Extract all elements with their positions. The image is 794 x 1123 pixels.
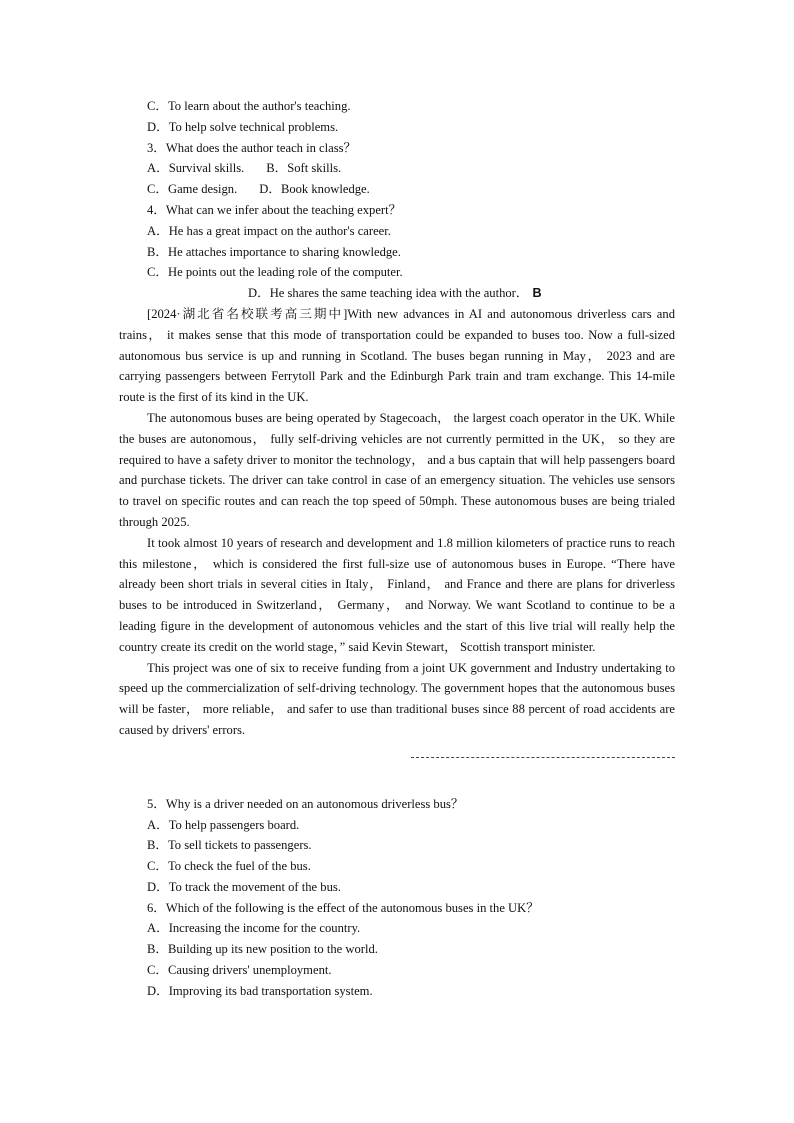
q3-options-row-2	[119, 179, 675, 200]
q2-option-d: D．To help solve technical problems.	[147, 119, 339, 134]
q4-option-d-row	[119, 283, 675, 304]
q4-answer: B	[532, 286, 542, 301]
q3-options-row-1	[119, 158, 675, 179]
q5-option-a: A．To help passengers board.	[147, 817, 300, 832]
q5-option-b: B．To sell tickets to passengers.	[147, 838, 312, 853]
passage-paragraph-4: This project was one of six to receive funding from a joint UK government and Industry undertaking to speed up the commercialization of self-driving technology. The government hopes that the autonomous buses will be faster， more reliable， and safer to use than traditional buses since 88 percent of road accidents are caused by drivers' errors.	[119, 660, 675, 737]
q4-stem: 4．What can we infer about the teaching expert？	[147, 202, 402, 217]
passage-paragraph-2: The autonomous buses are being operated by Stagecoach， the largest coach operator in the UK. While the buses are autonomous， fully self-driving vehicles are not currently permitted in the UK， so they are required to have a safety driver to monitor the technology， and a bus captain that will help passengers board and purchase tickets. The driver can take control in case of an emergency situation. The vehicles use sensors to travel on specific routes and can reach the top speed of 50mph. These autonomous buses are being trialed through 2025.	[119, 410, 675, 529]
q5-option-d: D．To track the movement of the bus.	[147, 879, 341, 894]
q3-option-b: B．Soft skills.	[266, 161, 342, 176]
q5-option-c: C．To check the fuel of the bus.	[147, 859, 311, 874]
q5-stem: 5．Why is a driver needed on an autonomous driverless bus？	[147, 796, 464, 811]
q2-option-c: C．To learn about the author's teaching.	[147, 99, 351, 113]
q6-option-a: A．Increasing the income for the country.	[147, 921, 361, 936]
q6-option-b: B．Building up its new position to the world.	[147, 942, 378, 957]
q3-option-d: D．Book knowledge.	[259, 182, 370, 197]
q6-option-d: D．Improving its bad transportation system.	[147, 983, 373, 998]
q4-option-d: D．He shares the same teaching idea with the author．	[248, 286, 529, 301]
q6-stem: 6．Which of the following is the effect of the autonomous buses in the UK？	[147, 900, 539, 915]
passage-paragraph-3: It took almost 10 years of research and development and 1.8 million kilometers of practice runs to reach this milestone， which is considered the first full-size use of autonomous buses in Europe. “There have already been short trials in several cities in Italy， Finland， and France and there are plans for driverless buses to be introduced in Switzerland， Germany， and Norway. We want Scotland to continue to be a leading figure in the development of autonomous vehicles and the start of this live trial will really help the country create its credit on the world stage，” said Kevin Stewart， Scottish transport minister.	[119, 535, 675, 654]
q3-stem: 3．What does the author teach in class？	[147, 140, 357, 155]
document-page	[119, 96, 675, 1002]
q3-option-c: C．Game design.	[147, 182, 238, 197]
passage-paragraph-1: [2024·湖北省名校联考高三期中]With new advances in AI and autonomous driverless cars and trains， it makes sense that this mode of transportation could be expanded to buses too. Now a full-sized autonomous bus service is up and running in Scotland. The buses began running in May， 2023 and are carrying passengers between Ferrytoll Park and the Edinburgh Park train and tram exchange. This 14-mile route is the first of its kind in the UK.	[119, 306, 675, 405]
q4-option-b: B．He attaches importance to sharing knowledge.	[147, 244, 401, 259]
q4-option-a: A．He has a great impact on the author's career.	[147, 223, 391, 238]
q3-option-a: A．Survival skills.	[147, 161, 245, 176]
q4-option-c: C．He points out the leading role of the computer.	[147, 265, 403, 280]
q6-option-c: C．Causing drivers' unemployment.	[147, 963, 332, 978]
